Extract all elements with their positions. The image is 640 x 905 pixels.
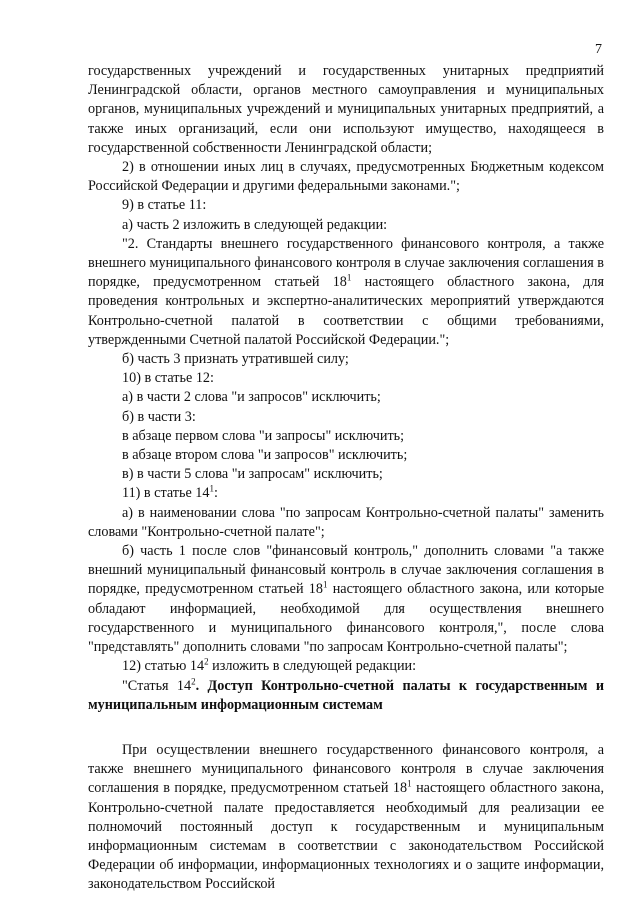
paragraph-item-2: 2) в отношении иных лиц в случаях, предусмотренных Бюджетным кодексом Российской Федерации и другими федеральными законами."; — [88, 159, 604, 195]
paragraph-item-10v: в) в части 5 слова "и запросам" исключить; — [122, 466, 383, 483]
article-body-paragraph — [88, 741, 604, 895]
paragraph-item-10b: б) в части 3: — [122, 408, 196, 425]
paragraph-item-11 — [88, 484, 604, 503]
paragraph-item-9b: б) часть 3 признать утратившей силу; — [122, 351, 349, 368]
paragraph-first-abzac: в абзаце первом слова "и запросы" исключить; — [122, 427, 405, 444]
paragraph-second-abzac: в абзаце втором слова "и запросов" исключить; — [122, 447, 408, 464]
superscript: 1 — [407, 778, 412, 789]
page-number: 7 — [595, 42, 602, 57]
paragraph-item-10: 10) в статье 12: — [122, 370, 214, 387]
paragraph-item-10a: а) в части 2 слова "и запросов" исключить; — [122, 389, 381, 406]
paragraph-item-11a: а) в наименовании слова "по запросам Контрольно-счетной палаты" заменить словами "Контрольно-счетной палате"; — [88, 504, 604, 540]
paragraph-text: настоящего областного закона, для проведения контрольных и экспертно-аналитических мероприятий утверждаются Контрольно-счетной палатой в соответствии с общими требованиями, утвержденными Счетной палатой Российской Федерации."; — [88, 274, 605, 348]
paragraph-standards — [88, 235, 604, 350]
paragraph-text: изложить в следующей редакции: — [208, 658, 417, 675]
paragraph-text: настоящего областного закона, Контрольно-счетной палате предоставляется необходимый для реализации ее полномочий постоянный доступ к государственным и муниципальным информационным системам в соответствии с законодательством Российской Федерации об информации, информационных технологиях и о защите информации, законодательством Российской — [88, 780, 605, 893]
paragraph-text: : — [213, 485, 218, 502]
paragraph-text: б) часть 1 после слов "финансовый контроль," дополнить словами "а также внешний муниципальный финансовый контроль в случае заключения соглашения в порядке, предусмотренном статьей 18 — [88, 543, 604, 598]
paragraph-text: 12) статью 14 — [122, 658, 205, 675]
superscript: 1 — [209, 483, 214, 494]
superscript: 2 — [204, 656, 209, 667]
paragraph-item-9a: а) часть 2 изложить в следующей редакции: — [122, 216, 388, 233]
superscript: 2 — [191, 675, 196, 686]
superscript: 1 — [346, 272, 352, 283]
paragraph-item-12 — [88, 657, 604, 676]
spacer — [88, 715, 604, 741]
paragraph-text: настоящего областного закона, или которые обладают информацией, необходимой для осуществления внешнего государственного и муниципального финансового контроля,", после слова "представлять" дополнить словами "по запросам Контрольно-счетной палаты"; — [88, 581, 605, 656]
paragraph-item-11b — [88, 542, 604, 657]
article-heading-prefix: "Статья 14 — [122, 677, 192, 694]
paragraph-text: При осуществлении внешнего государственного финансового контроля, а также внешнего муниципального финансового контроля в случае заключения соглашения в порядке, предусмотренном статьей 18 — [88, 741, 604, 797]
paragraph-item-9: 9) в статье 11: — [122, 197, 207, 214]
paragraph-text: 11) в статье 14 — [122, 485, 210, 502]
superscript: 1 — [322, 579, 328, 590]
document-body — [88, 62, 604, 895]
paragraph-text: "2. Стандарты внешнего государственного финансового контроля, а также внешнего муниципального финансового контроля в случае заключения соглашения в порядке, предусмотренном статьей 18 — [88, 235, 604, 291]
paragraph-continuation: государственных учреждений и государственных унитарных предприятий Ленинградской области, органов местного самоуправления и муниципальных органов, муниципальных учреждений и муниципальных унитарных предприятий, а также иных организаций, если они используют имущество, находящееся в государственной собственности Ленинградской области; — [88, 63, 604, 156]
article-heading-title: . Доступ Контрольно-счетной палаты к государственным и муниципальным информационным системам — [88, 677, 604, 713]
article-heading — [88, 677, 604, 715]
